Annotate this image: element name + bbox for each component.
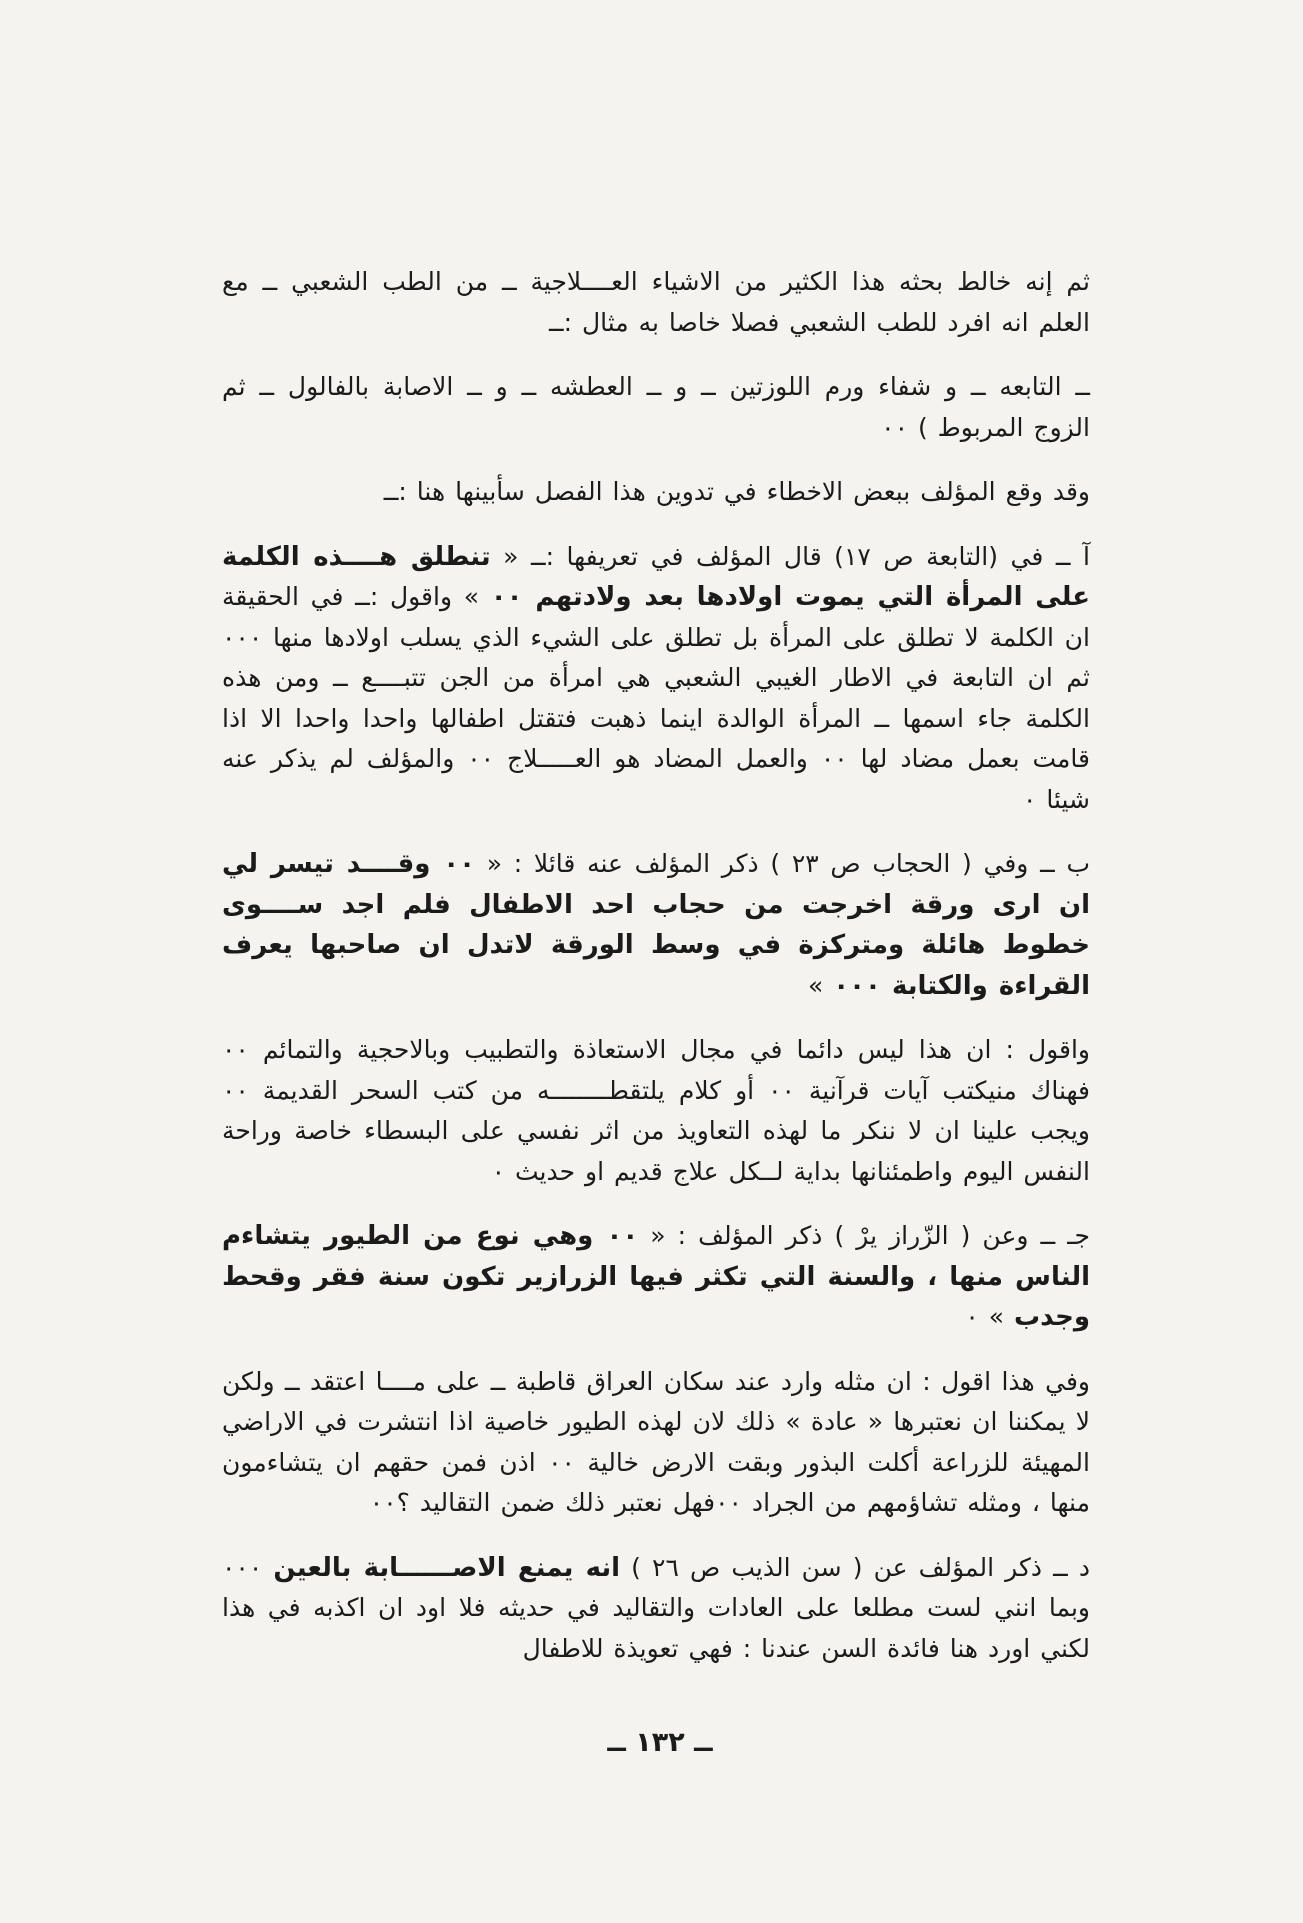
- paragraph: [222, 1216, 1090, 1338]
- body-text-run: د ــ ذكر المؤلف عن ( سن الذيب ص ٢٦ ): [620, 1552, 1090, 1582]
- body-text-run: »: [808, 970, 834, 1000]
- body-text-run: واقول : ان هذا ليس دائما في مجال الاستعاذة والتطبيب وبالاحجية والتمائم ٠٠ فهناك منيكتب آيات قرآنية ٠٠ أو كلام يلتقطــــــــه من كتب السحر القديمة ٠٠ ويجب علينا ان لا ننكر ما لهذه التعاويذ من اثر نفسي على البسطاء خاصة وراحة النفس اليوم واطمئنانها بداية لــكل علاج قديم او حديث ٠: [222, 1035, 1090, 1186]
- body-text-run: وقد وقع المؤلف ببعض الاخطاء في تدوين هذا الفصل سأبينها هنا :ــ: [383, 477, 1090, 506]
- body-text-run: جـ ــ وعن ( الزّراز يرْ ) ذكر المؤلف : «: [638, 1221, 1090, 1250]
- quoted-text: ٠٠ وهي نوع من الطيور يتشاءم الناس منها ، والسنة التي تكثر فيها الزرازير تكون سنة فقر وقحط وجدب: [222, 1221, 1090, 1332]
- body-text-run: » واقول :ــ في الحقيقة ان الكلمة لا تطلق على المرأة بل تطلق على الشيء الذي يسلب اولادها منها ٠٠٠ ثم ان التابعة في الاطار الغيبي الشعبي هي امرأة من الجن تتبــــع ــ ومن هذه الكلمة جاء اسمها ــ المرأة الوالدة اينما ذهبت فتقتل اطفالها واحدا واحدا الا اذا قامت بعمل مضاد لها ٠٠ والعمل المضاد هو العـــــلاج ٠٠ والمؤلف لم يذكر عنه شيئا ٠: [222, 582, 1090, 814]
- body-text-run: ثم إنه خالط بحثه هذا الكثير من الاشياء العــــلاجية ــ من الطب الشعبي ــ مع العلم انه افرد للطب الشعبي فصلا خاصا به مثال :ــ: [222, 267, 1090, 337]
- paragraph: [222, 1362, 1090, 1524]
- body-text-run: ــ التابعه ــ و شفاء ورم اللوزتين ــ و ــ العطشه ــ و ــ الاصابة بالفالول ــ ثم الزوج المربوط ) ٠٠: [222, 372, 1090, 442]
- quoted-text: انه يمنع الاصــــــابة بالعين: [273, 1552, 621, 1583]
- quoted-text: ٠٠ وقــــد تيسر لي ان ارى ورقة اخرجت من حجاب احد الاطفال فلم اجد ســــوى خطوط هائلة ومتركزة في وسط الورقة لاتدل ان صاحبها يعرف القراءة والكتابة ٠٠٠: [222, 849, 1090, 1001]
- paragraph: [222, 262, 1090, 343]
- quoted-text: تنطلق هــــذه الكلمة على المرأة التي يموت اولادها بعد ولادتهم ٠٠: [222, 541, 1090, 612]
- paragraph: [222, 537, 1090, 821]
- paragraph: [222, 1548, 1090, 1670]
- paragraph: [222, 367, 1090, 448]
- body-text-run: آ ــ في (التابعة ص ١٧) قال المؤلف في تعريفها :ــ «: [490, 541, 1090, 571]
- page-number: ــ ١٣٢ ــ: [607, 1727, 713, 1758]
- body-text: [222, 262, 1090, 1693]
- paragraph: [222, 1030, 1090, 1192]
- paragraph: [222, 844, 1090, 1006]
- body-text-run: » ٠: [965, 1302, 1014, 1331]
- body-text-run: ب ــ وفي ( الحجاب ص ٢٣ ) ذكر المؤلف عنه قائلا : «: [475, 849, 1091, 878]
- paragraph: [222, 472, 1090, 513]
- body-text-run: وفي هذا اقول : ان مثله وارد عند سكان العراق قاطبة ــ على مــــا اعتقد ــ ولكن لا يمكننا ان نعتبرها « عادة » ذلك لان لهذه الطيور خاصية اذا انتشرت في الاراضي المهيئة للزراعة أكلت البذور وبقت الارض خالية ٠٠ اذن فمن حقهم ان يتشاءمون منها ، ومثله تشاؤمهم من الجراد ٠٠فهل نعتبر ذلك ضمن التقاليد ؟٠٠: [222, 1366, 1090, 1517]
- body-text-run: ٠٠٠ وبما انني لست مطلعا على العادات والتقاليد في حديثه فلا اود ان اكذبه في هذا لكني اورد هنا فائدة السن عندنا : فهي تعويذة للاطفال: [222, 1552, 1090, 1663]
